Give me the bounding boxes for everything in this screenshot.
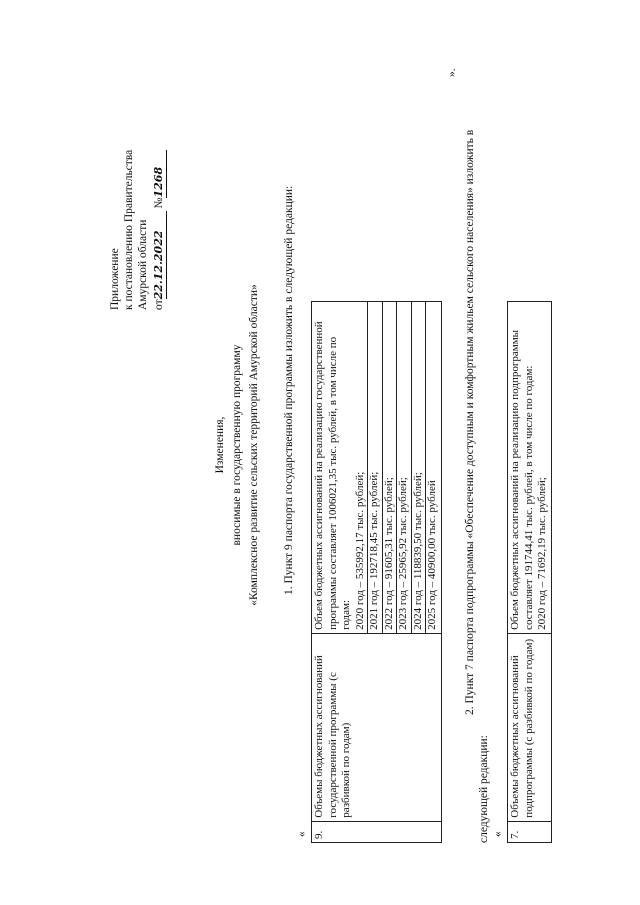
item2-open-quote: « [492, 831, 504, 837]
item2-intro-line2: следующей редакции: [478, 735, 490, 843]
item2-table [507, 301, 552, 843]
table-row [508, 302, 552, 843]
item1-year-2021: 2021 год – 192718,45 тыс. рублей; [367, 302, 382, 633]
title-line3: «Комплексное развитие сельских территорий Амурской области» [248, 284, 260, 606]
appendix-date-line [152, 150, 167, 310]
item1-open-quote: « [296, 831, 308, 837]
title-line1: Изменения, [214, 416, 226, 474]
item1-row-label: Объемы бюджетных ассигнований государственной программы (с разбивкой по годам) [312, 633, 442, 821]
item1-intro: 1. Пункт 9 паспорта государственной программы изложить в следующей редакции: [283, 185, 295, 595]
item1-year-2025: 2025 год – 40900,00 тыс. рублей [425, 302, 440, 633]
table-row [312, 302, 442, 843]
item1-year-2023: 2023 год – 25965,92 тыс. рублей; [396, 302, 411, 633]
item2-year-2020: 2020 год – 71692,19 тыс. рублей; [536, 477, 548, 630]
item2-intro-line1: 2. Пункт 7 паспорта подпрограммы «Обеспечение доступным и комфортным жильем сельского населения» изложить в [464, 129, 476, 715]
item1-row-lead: Объем бюджетных ассигнований на реализацию государственной программы составляет 1006021,35 тыс. рублей, в том числе по годам: [313, 321, 352, 630]
number-prefix: № [153, 197, 165, 209]
item1-close-quote: ». [446, 68, 458, 77]
number-handwritten: 1268 [152, 150, 167, 198]
item1-row-num: 9. [312, 821, 442, 842]
appendix-line2: к постановлению Правительства [123, 149, 135, 310]
item2-row-label: Объемы бюджетных ассигнований подпрограммы (с разбивкой по годам) [508, 633, 552, 821]
title-line2: вносимые в государственную программу [231, 344, 243, 546]
item2-row-num: 7. [508, 821, 552, 842]
date-handwritten: 22.12.2022 [152, 211, 167, 299]
item2-row-lead: Объем бюджетных ассигнований на реализацию подпрограммы составляет 191744,41 тыс. рублей, в том числе по годам: [509, 329, 535, 630]
date-prefix: от [153, 299, 165, 310]
item2-row-value [508, 302, 552, 634]
item1-year-2022: 2022 год – 91605,31 тыс. рублей; [382, 302, 397, 633]
item1-year-2024: 2024 год – 118839,50 тыс. рублей; [411, 302, 426, 633]
item1-row-value [312, 302, 442, 634]
item1-table [311, 301, 442, 843]
item1-year-2020: 2020 год – 535992,17 тыс. рублей; [353, 471, 366, 630]
appendix-title: Приложение [109, 248, 121, 310]
appendix-line3: Амурской области [137, 219, 149, 310]
